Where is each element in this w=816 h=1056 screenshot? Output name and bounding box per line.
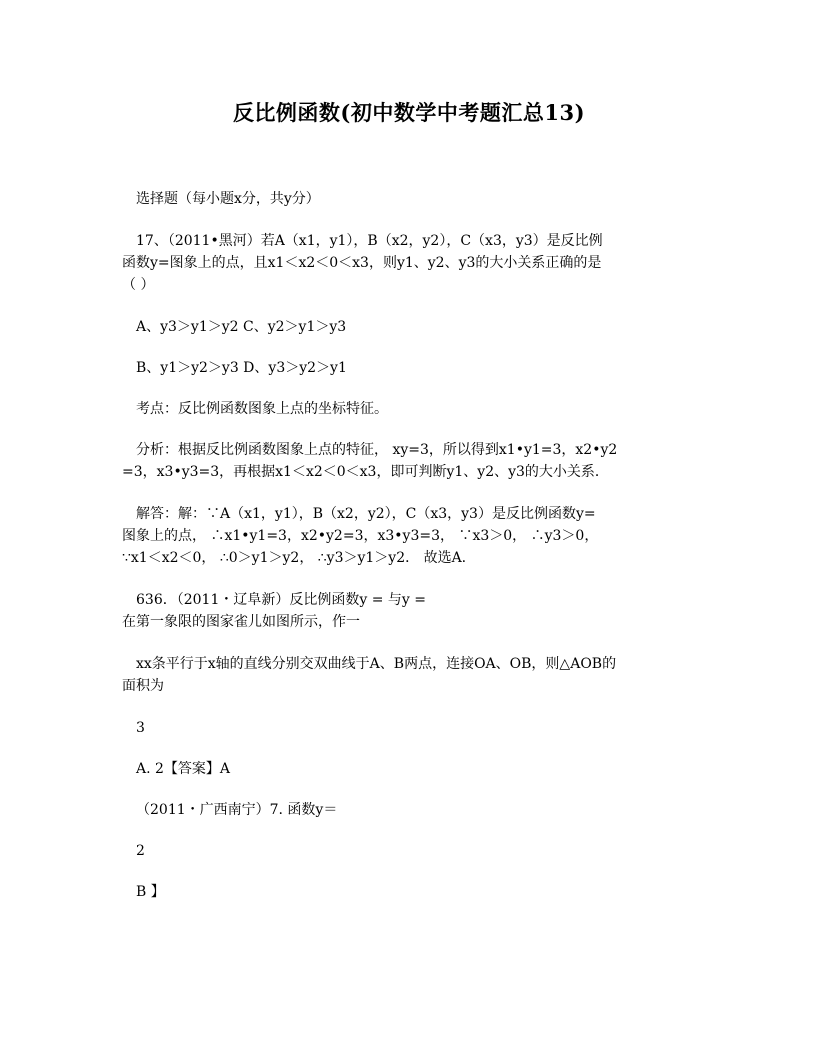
text-line: B、y1＞y2＞y3 D、y3＞y2＞y1 xyxy=(136,360,347,376)
text-line: B 】 xyxy=(136,884,165,900)
text-line: 选择题（每小题x分，共y分） xyxy=(136,191,320,207)
options-a-c xyxy=(122,316,696,338)
text-line: 解答：解：∵A（x1，y1），B（x2，y2），C（x3，y3）是反比例函数y= xyxy=(136,506,596,522)
question-636-continued xyxy=(122,653,696,697)
text-line: 3 xyxy=(136,720,145,736)
text-line: xx条平行于x轴的直线分别交双曲线于A、B两点，连接OA、OB，则△AOB的 xyxy=(136,656,617,672)
question-636 xyxy=(122,589,696,633)
document-title: 反比例函数(初中数学中考题汇总13) xyxy=(232,100,586,125)
text-line: 636．（2011・辽阜新）反比例函数y = 与y = xyxy=(136,592,426,608)
text-line: 面积为 xyxy=(122,678,164,694)
text-line: 函数y=图象上的点，且x1＜x2＜0＜x3，则y1、y2、y3的大小关系正确的是 xyxy=(122,255,602,271)
question-17 xyxy=(122,230,696,296)
text-line: 2 xyxy=(136,843,145,859)
kaodian-paragraph xyxy=(122,398,696,420)
option-b-end xyxy=(122,881,696,903)
text-line: （ ） xyxy=(122,277,155,293)
section-heading xyxy=(122,188,696,210)
answer-line xyxy=(122,758,696,780)
text-line: 17、（2011•黑河）若A（x1，y1），B（x2，y2），C（x3，y3）是反比例 xyxy=(136,233,603,249)
options-b-d xyxy=(122,357,696,379)
text-line: （2011・广西南宁）7. 函数y＝ xyxy=(136,802,338,818)
nanning-question xyxy=(122,799,696,821)
text-line: =3，x3•y3=3，再根据x1＜x2＜0＜x3，即可判断y1、y2、y3的大小关系． xyxy=(122,464,609,480)
text-line: A、y3＞y1＞y2 C、y2＞y1＞y3 xyxy=(136,319,347,335)
text-line: ∵x1＜x2＜0， ∴0＞y1＞y2， ∴y3＞y1＞y2． 故选A. xyxy=(122,550,467,566)
text-line: 在第一象限的图家雀儿如图所示，作一 xyxy=(122,614,360,630)
number-3 xyxy=(122,717,696,739)
text-line: 图象上的点， ∴x1•y1=3，x2•y2=3，x3•y3=3， ∵x3＞0， ∴y3＞0， xyxy=(122,528,599,544)
fenxi-paragraph xyxy=(122,439,696,483)
jieda-paragraph xyxy=(122,503,696,569)
text-line: 考点：反比例函数图象上点的坐标特征。 xyxy=(136,401,388,417)
text-line: A. 2【答案】A xyxy=(136,761,231,777)
text-line: 分析：根据反比例函数图象上点的特征， xy=3，所以得到x1•y1=3，x2•y2 xyxy=(136,442,618,458)
number-2 xyxy=(122,840,696,862)
